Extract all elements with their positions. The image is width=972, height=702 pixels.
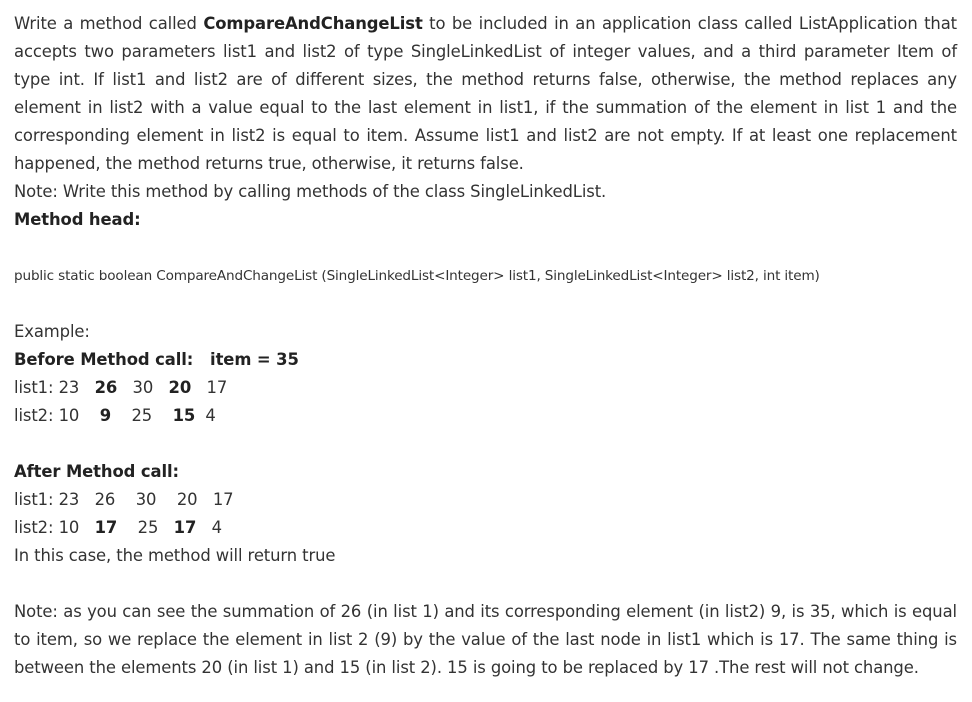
method-name: CompareAndChangeList <box>203 14 423 33</box>
list-value: 25 <box>131 406 153 425</box>
list-value: 4 <box>211 518 222 537</box>
result-text: In this case, the method will return true <box>14 546 336 565</box>
list-value: 17 <box>206 378 228 397</box>
list-value: 20 <box>168 378 192 397</box>
list-value: 26 <box>94 490 116 509</box>
list-value: 23 <box>58 490 80 509</box>
list-value: 4 <box>205 406 216 425</box>
list-value: 17 <box>173 518 197 537</box>
intro-rest: to be included in an application class called ListApplication that accepts two parameters list1 and list2 of type SingleLinkedList of integer values, and a third parameter Item of type int. If list1 and list2 are of different sizes, the method returns false, otherwise, the method replaces any element in list2 with a value equal to the last element in list1, if the summation of the element in list 1 and the corresponding element in list2 is equal to item. Assume list1 and list2 are not empty. If at least one replacement happened, the method returns true, otherwise, it returns false. <box>14 14 957 173</box>
list-value: 9 <box>99 406 111 425</box>
list-label: list1: <box>14 490 54 509</box>
item-value: item = 35 <box>210 350 299 369</box>
before-list2-row <box>14 402 957 430</box>
list-value: 26 <box>94 378 118 397</box>
example-label: Example: <box>14 322 90 341</box>
before-list1-row <box>14 374 957 402</box>
list-value: 20 <box>176 490 198 509</box>
list-value: 10 <box>58 518 80 537</box>
list-value: 15 <box>172 406 196 425</box>
list-label: list2: <box>14 406 54 425</box>
list-value: 30 <box>132 378 154 397</box>
list-value: 17 <box>212 490 234 509</box>
list-label: list1: <box>14 378 54 397</box>
after-list1-row <box>14 486 957 514</box>
after-list2-row <box>14 514 957 542</box>
method-head-label: Method head: <box>14 210 141 229</box>
list-value: 25 <box>137 518 159 537</box>
list-value: 17 <box>94 518 118 537</box>
list-label: list2: <box>14 518 54 537</box>
question-description <box>14 10 957 178</box>
list-value: 30 <box>135 490 157 509</box>
list-value: 23 <box>58 378 80 397</box>
method-signature: public static boolean CompareAndChangeList (SingleLinkedList<Integer> list1, SingleLinkedList<Integer> list2, int item) <box>14 268 820 284</box>
explanation-note: Note: as you can see the summation of 26 (in list 1) and its corresponding element (in list2) 9, is 35, which is equal to item, so we replace the element in list 2 (9) by the value of the last node in list1 which is 17. The same thing is between the elements 20 (in list 1) and 15 (in list 2). 15 is going to be replaced by 17 .The rest will not change. <box>14 602 957 677</box>
before-label: Before Method call: <box>14 350 194 369</box>
intro-prefix: Write a method called <box>14 14 204 33</box>
list-value: 10 <box>58 406 80 425</box>
class-note: Note: Write this method by calling methods of the class SingleLinkedList. <box>14 182 607 201</box>
after-heading: After Method call: <box>14 462 179 481</box>
before-heading <box>14 346 957 374</box>
